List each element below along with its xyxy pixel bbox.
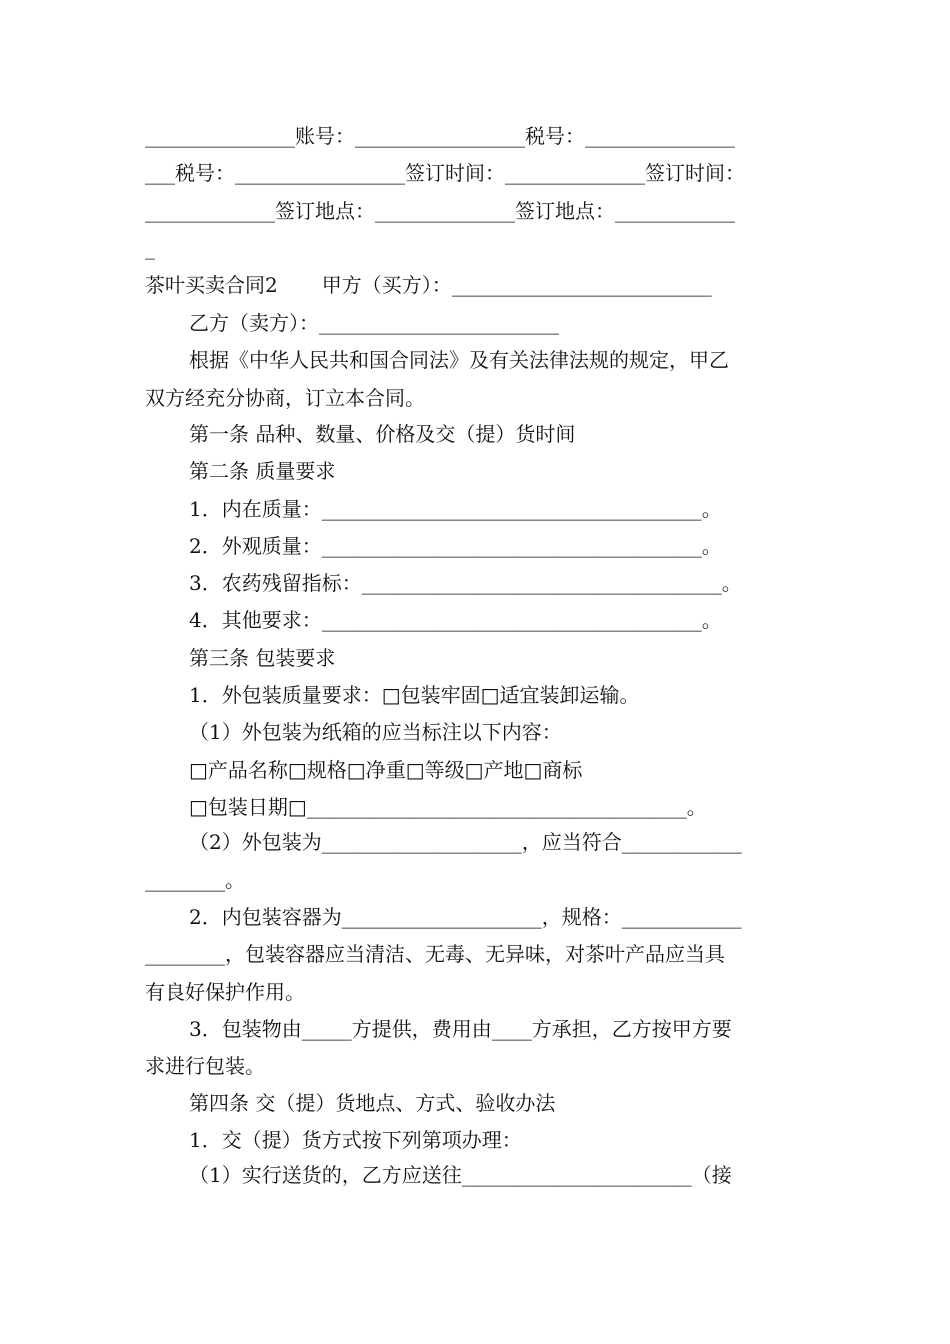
contract-title-row bbox=[145, 272, 810, 298]
blank-continuation-line: _ bbox=[145, 236, 155, 260]
quality-appearance-line: 2．外观质量：______________________________________。 bbox=[189, 534, 722, 558]
inner-container-line-2: ________，包装容器应当清洁、无毒、无异味，对茶叶产品应当具 bbox=[145, 942, 725, 966]
preamble-line-1: 根据《中华人民共和国合同法》及有关法律法规的规定，甲乙 bbox=[189, 348, 729, 372]
signing-place-line: _____________签订地点：______________签订地点：____________ bbox=[145, 199, 735, 223]
other-requirements-line: 4．其他要求：______________________________________。 bbox=[189, 608, 722, 632]
contract-title: 茶叶买卖合同2 bbox=[145, 273, 278, 297]
delivery-method-line: 1．交（提）货方式按下列第项办理： bbox=[189, 1128, 522, 1152]
inner-container-line-3: 有良好保护作用。 bbox=[145, 980, 305, 1004]
preamble-line-2: 双方经充分协商，订立本合同。 bbox=[145, 386, 425, 410]
outer-packaging-standard-line: （2）外包装为____________________，应当符合____________ bbox=[189, 830, 742, 854]
packaging-supply-line-2: 求进行包装。 bbox=[145, 1054, 265, 1078]
party-b-line: 乙方（卖方）：________________________ bbox=[189, 311, 559, 335]
label-checkbox-line-1: □产品名称□规格□净重□等级□产地□商标 bbox=[189, 758, 583, 782]
article-1-heading: 第一条 品种、数量、价格及交（提）货时间 bbox=[189, 422, 576, 446]
tax-signing-time-line: ___税号：_________________签订时间：______________签订时间： bbox=[145, 161, 745, 185]
label-checkbox-line-2: □包装日期□______________________________________。 bbox=[189, 795, 707, 819]
pesticide-residue-line: 3．农药残留指标：____________________________________。 bbox=[189, 571, 742, 595]
packaging-supply-line: 3．包装物由_____方提供，费用由____方承担，乙方按甲方要 bbox=[189, 1017, 732, 1041]
article-2-heading: 第二条 质量要求 bbox=[189, 459, 336, 483]
quality-internal-line: 1．内在质量：______________________________________。 bbox=[189, 497, 722, 521]
party-a-line: 甲方（买方）：__________________________ bbox=[321, 273, 712, 297]
article-3-heading: 第三条 包装要求 bbox=[189, 646, 336, 670]
delivery-destination-line: （1）实行送货的，乙方应送往_______________________（接 bbox=[189, 1163, 732, 1187]
inner-container-line: 2．内包装容器为____________________，规格：____________ bbox=[189, 905, 742, 929]
account-tax-line: _______________账号：_________________税号：_______________ bbox=[145, 124, 735, 148]
outer-packaging-line: 1．外包装质量要求：□包装牢固□适宜装卸运输。 bbox=[189, 683, 640, 707]
article-4-heading: 第四条 交（提）货地点、方式、验收办法 bbox=[189, 1091, 556, 1115]
outer-packaging-continuation: ________。 bbox=[145, 868, 245, 892]
carton-label-line: （1）外包装为纸箱的应当标注以下内容： bbox=[189, 720, 562, 744]
